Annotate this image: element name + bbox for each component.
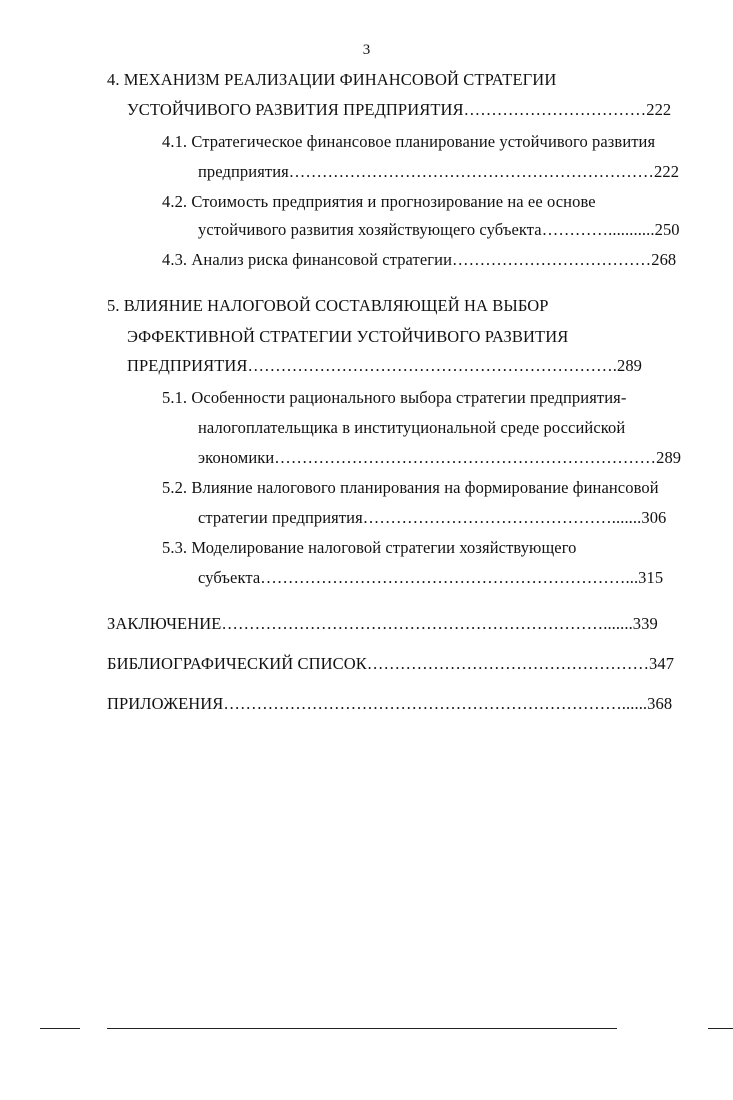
- toc-chapter-4-title-cont: УСТОЙЧИВОГО РАЗВИТИЯ ПРЕДПРИЯТИЯ……………………………222: [127, 100, 672, 119]
- toc-chapter-5-title-cont2: ПРЕДПРИЯТИЯ………………………………………………………….289: [127, 356, 643, 375]
- toc-section-5-2-cont: стратегии предприятия……………………………………….......306: [198, 508, 667, 527]
- toc-section-5-2: 5.2. Влияние налогового планирования на формирование финансовой: [162, 478, 659, 497]
- toc-section-5-3: 5.3. Моделирование налоговой стратегии хозяйствующего: [162, 538, 577, 557]
- toc-section-4-2: 4.2. Стоимость предприятия и прогнозирование на ее основе: [162, 192, 596, 211]
- toc-appendices: ПРИЛОЖЕНИЯ………………………………………………………………......368: [107, 694, 673, 713]
- toc-chapter-5-title: 5. ВЛИЯНИЕ НАЛОГОВОЙ СОСТАВЛЯЮЩЕЙ НА ВЫБОР: [107, 296, 549, 315]
- toc-section-4-3: 4.3. Анализ риска финансовой стратегии………………………………268: [162, 250, 677, 269]
- scan-edge-left: [40, 1028, 80, 1029]
- toc-section-5-1: 5.1. Особенности рационального выбора стратегии предприятия-: [162, 388, 627, 407]
- scan-edge-line: [107, 1028, 617, 1029]
- scan-edge-right: [708, 1028, 733, 1029]
- toc-chapter-4-title: 4. МЕХАНИЗМ РЕАЛИЗАЦИИ ФИНАНСОВОЙ СТРАТЕГИИ: [107, 70, 557, 89]
- toc-section-5-1-cont: налогоплательщика в институциональной среде российской: [198, 418, 626, 437]
- toc-section-4-1: 4.1. Стратегическое финансовое планирование устойчивого развития: [162, 132, 656, 151]
- toc-conclusion: ЗАКЛЮЧЕНИЕ…………………………………………………………….......339: [107, 614, 658, 633]
- toc-section-5-1-cont2: экономики……………………………………………………………289: [198, 448, 682, 467]
- toc-bibliography: БИБЛИОГРАФИЧЕСКИЙ СПИСОК……………………………………………347: [107, 654, 675, 673]
- toc-chapter-5-title-cont: ЭФФЕКТИВНОЙ СТРАТЕГИИ УСТОЙЧИВОГО РАЗВИТИЯ: [127, 327, 569, 346]
- toc-section-4-1-cont: предприятия…………………………………………………………222: [198, 162, 680, 181]
- toc-section-5-3-cont: субъекта…………………………………………………………...315: [198, 568, 664, 587]
- toc-section-4-2-cont: устойчивого развития хозяйствующего субъекта…………...........250: [198, 220, 680, 239]
- page-number: 3: [362, 42, 371, 58]
